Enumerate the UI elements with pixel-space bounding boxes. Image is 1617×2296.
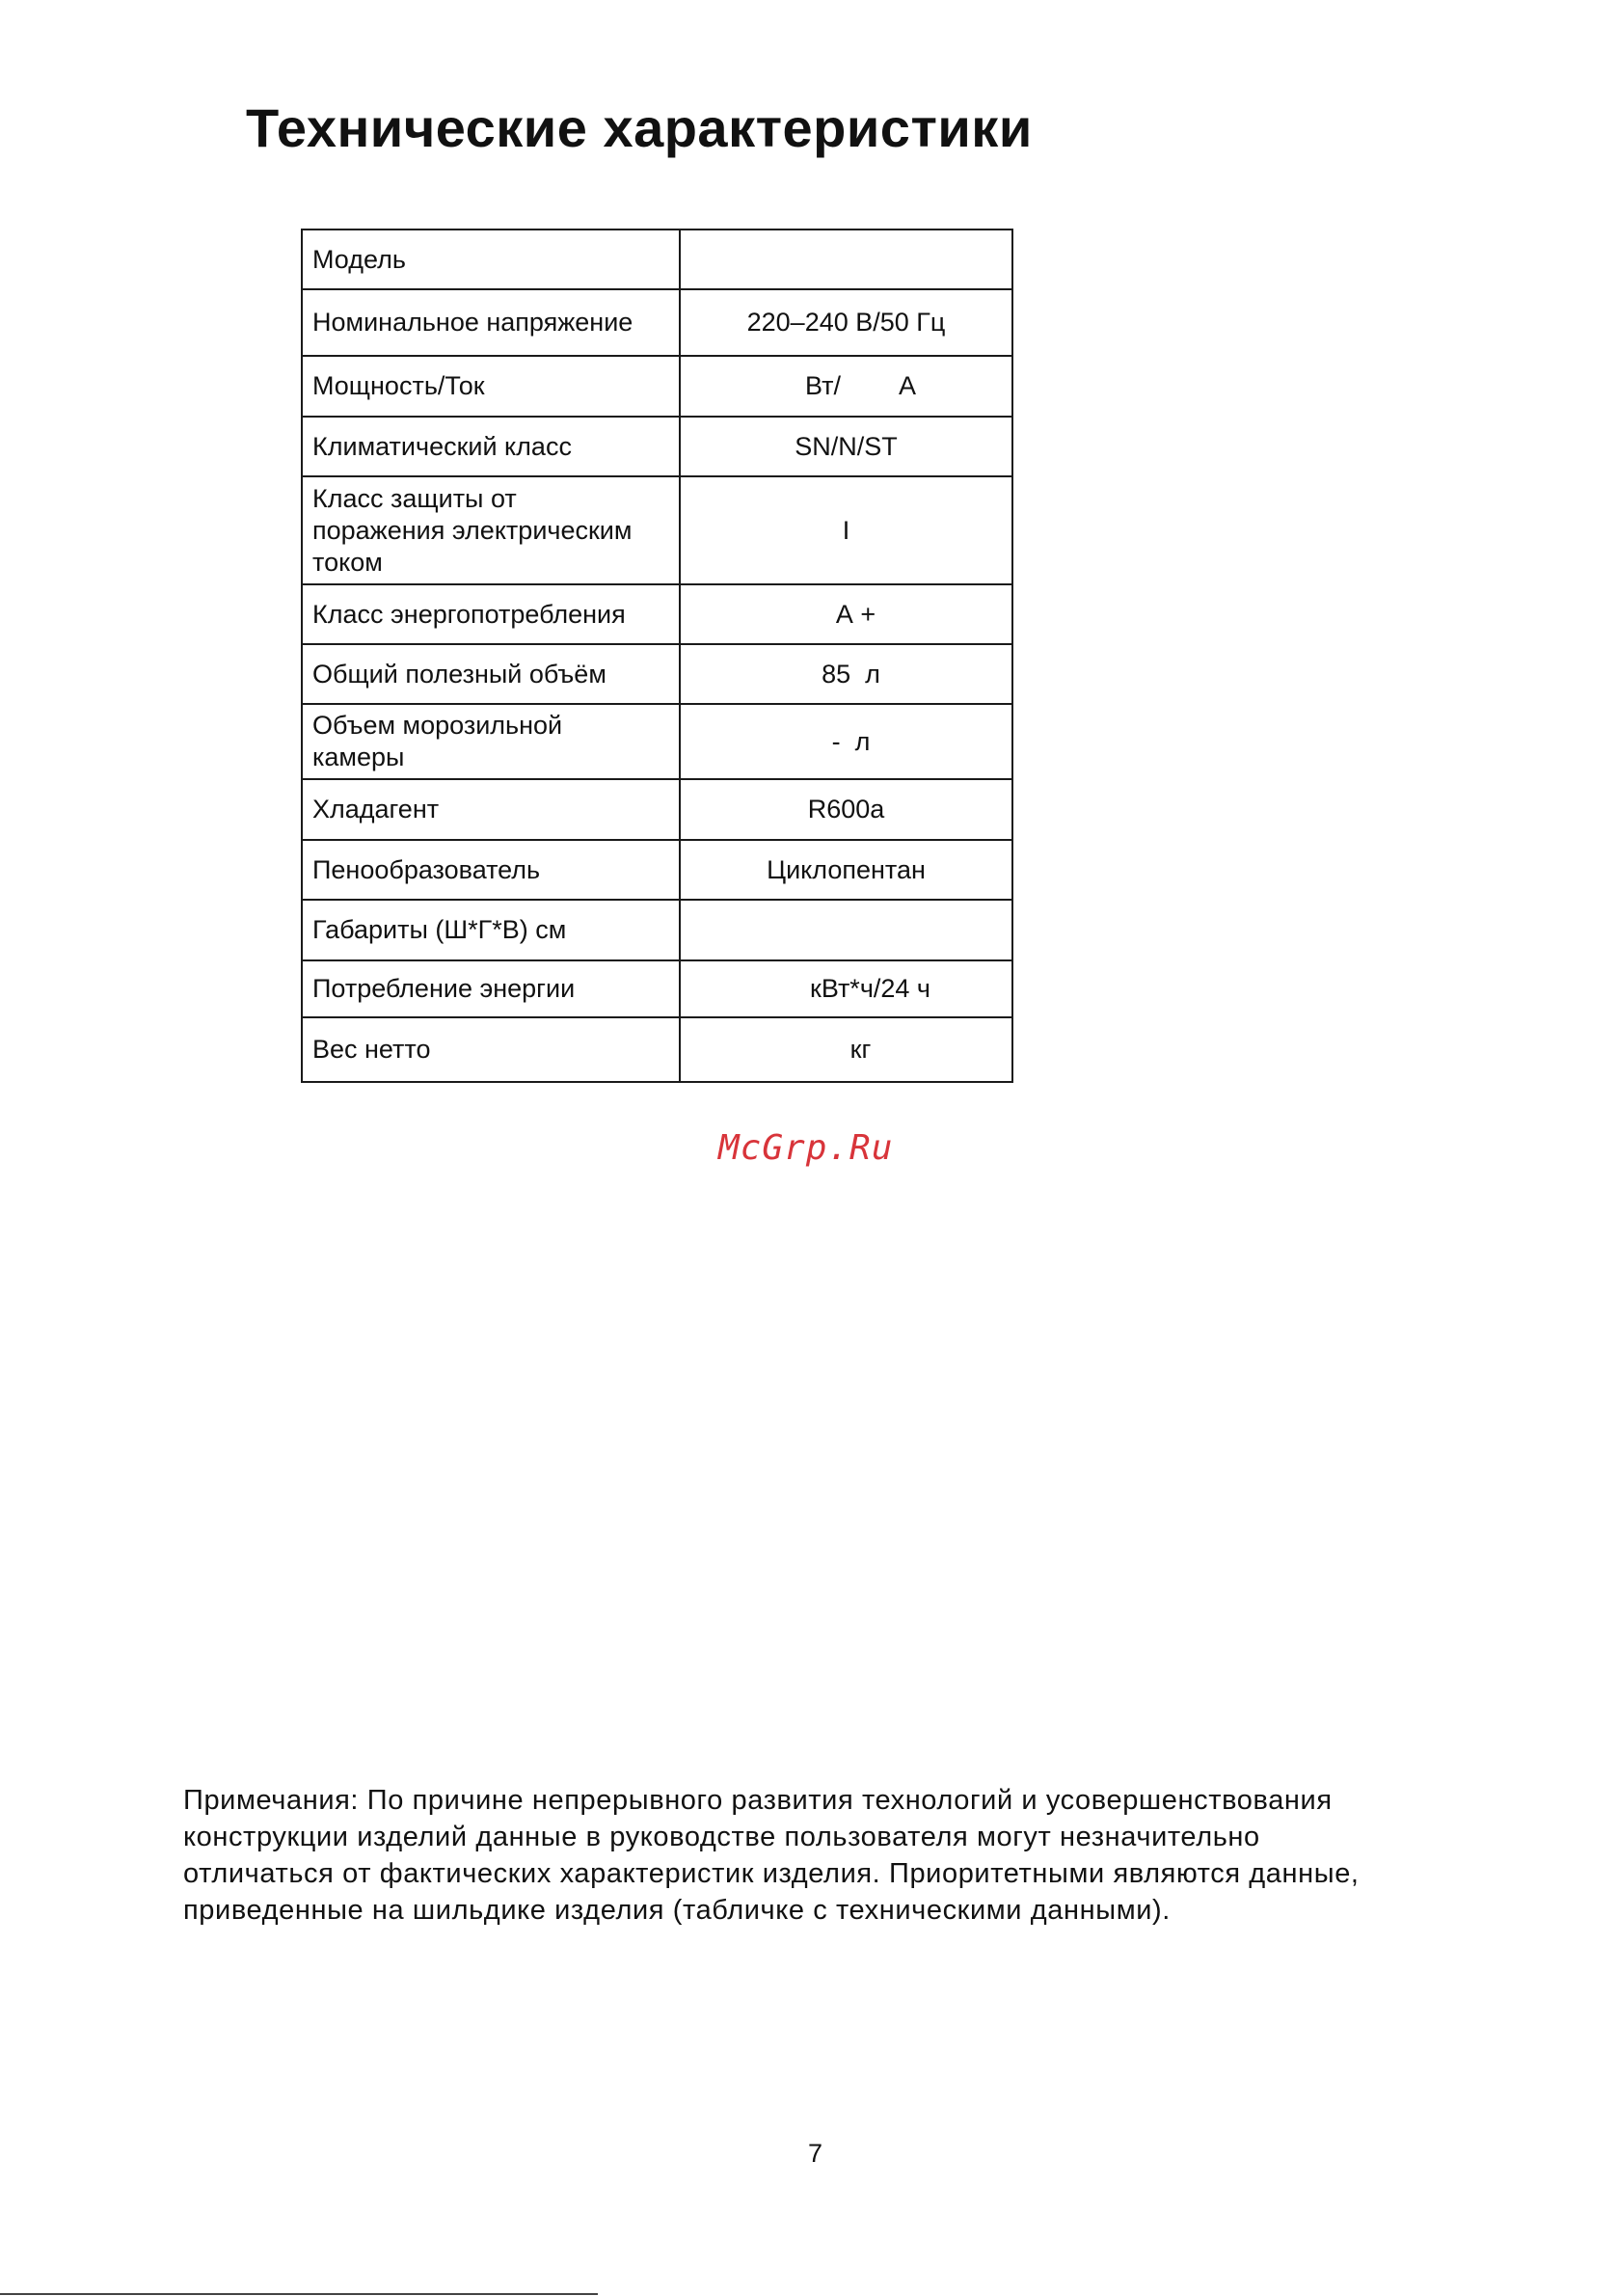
- table-row: [302, 704, 1012, 779]
- table-row: [302, 289, 1012, 356]
- spec-value-net-weight: кг: [680, 1017, 1012, 1082]
- spec-label-foaming-agent: Пенообразователь: [302, 840, 680, 900]
- spec-label-freezer-volume: Объем морозильной камеры: [302, 704, 680, 779]
- spec-value-dimensions: [680, 900, 1012, 960]
- spec-label-net-weight: Вес нетто: [302, 1017, 680, 1082]
- spec-table: [301, 229, 1013, 1083]
- spec-value-shock-protection: I: [680, 476, 1012, 584]
- spec-value-refrigerant: R600a: [680, 779, 1012, 840]
- footnote: Примечания: По причине непрерывного развития технологий и усовершенствования конструкции изделий данные в руководстве пользователя могут незначительно отличаться от фактических характеристик изделия. Приоритетными являются данные, приведенные на шильдике изделия (табличке с техническими данными).: [183, 1785, 1360, 1926]
- spec-label-refrigerant: Хладагент: [302, 779, 680, 840]
- watermark: McGrp.Ru: [718, 1128, 894, 1168]
- spec-value-total-volume: 85 л: [680, 644, 1012, 704]
- table-row: [302, 900, 1012, 960]
- spec-label-shock-protection: Класс защиты от поражения электрическим током: [302, 476, 680, 584]
- page-number: 7: [808, 2139, 823, 2168]
- spec-label-total-volume: Общий полезный объём: [302, 644, 680, 704]
- bottom-divider: [0, 2293, 598, 2295]
- spec-value-freezer-volume: - л: [680, 704, 1012, 779]
- table-row: [302, 644, 1012, 704]
- spec-label-energy-consumption: Потребление энергии: [302, 960, 680, 1017]
- spec-value-foaming-agent: Циклопентан: [680, 840, 1012, 900]
- spec-value-climate-class: SN/N/ST: [680, 417, 1012, 476]
- spec-value-energy-class: А +: [680, 584, 1012, 644]
- spec-value-power: Вт/ А: [680, 356, 1012, 417]
- spec-value-voltage: 220–240 В/50 Гц: [680, 289, 1012, 356]
- table-row: [302, 417, 1012, 476]
- spec-value-model: [680, 230, 1012, 289]
- table-row: [302, 1017, 1012, 1082]
- table-row: [302, 584, 1012, 644]
- spec-label-voltage: Номинальное напряжение: [302, 289, 680, 356]
- spec-label-climate-class: Климатический класс: [302, 417, 680, 476]
- table-row: [302, 779, 1012, 840]
- page-title: Технические характеристики: [246, 97, 1033, 158]
- spec-label-model: Модель: [302, 230, 680, 289]
- spec-label-energy-class: Класс энергопотребления: [302, 584, 680, 644]
- spec-value-energy-consumption: кВт*ч/24 ч: [680, 960, 1012, 1017]
- table-row: [302, 840, 1012, 900]
- spec-label-power: Мощность/Ток: [302, 356, 680, 417]
- table-row: [302, 230, 1012, 289]
- table-row: [302, 960, 1012, 1017]
- spec-label-dimensions: Габариты (Ш*Г*В) см: [302, 900, 680, 960]
- table-row: [302, 356, 1012, 417]
- table-row: [302, 476, 1012, 584]
